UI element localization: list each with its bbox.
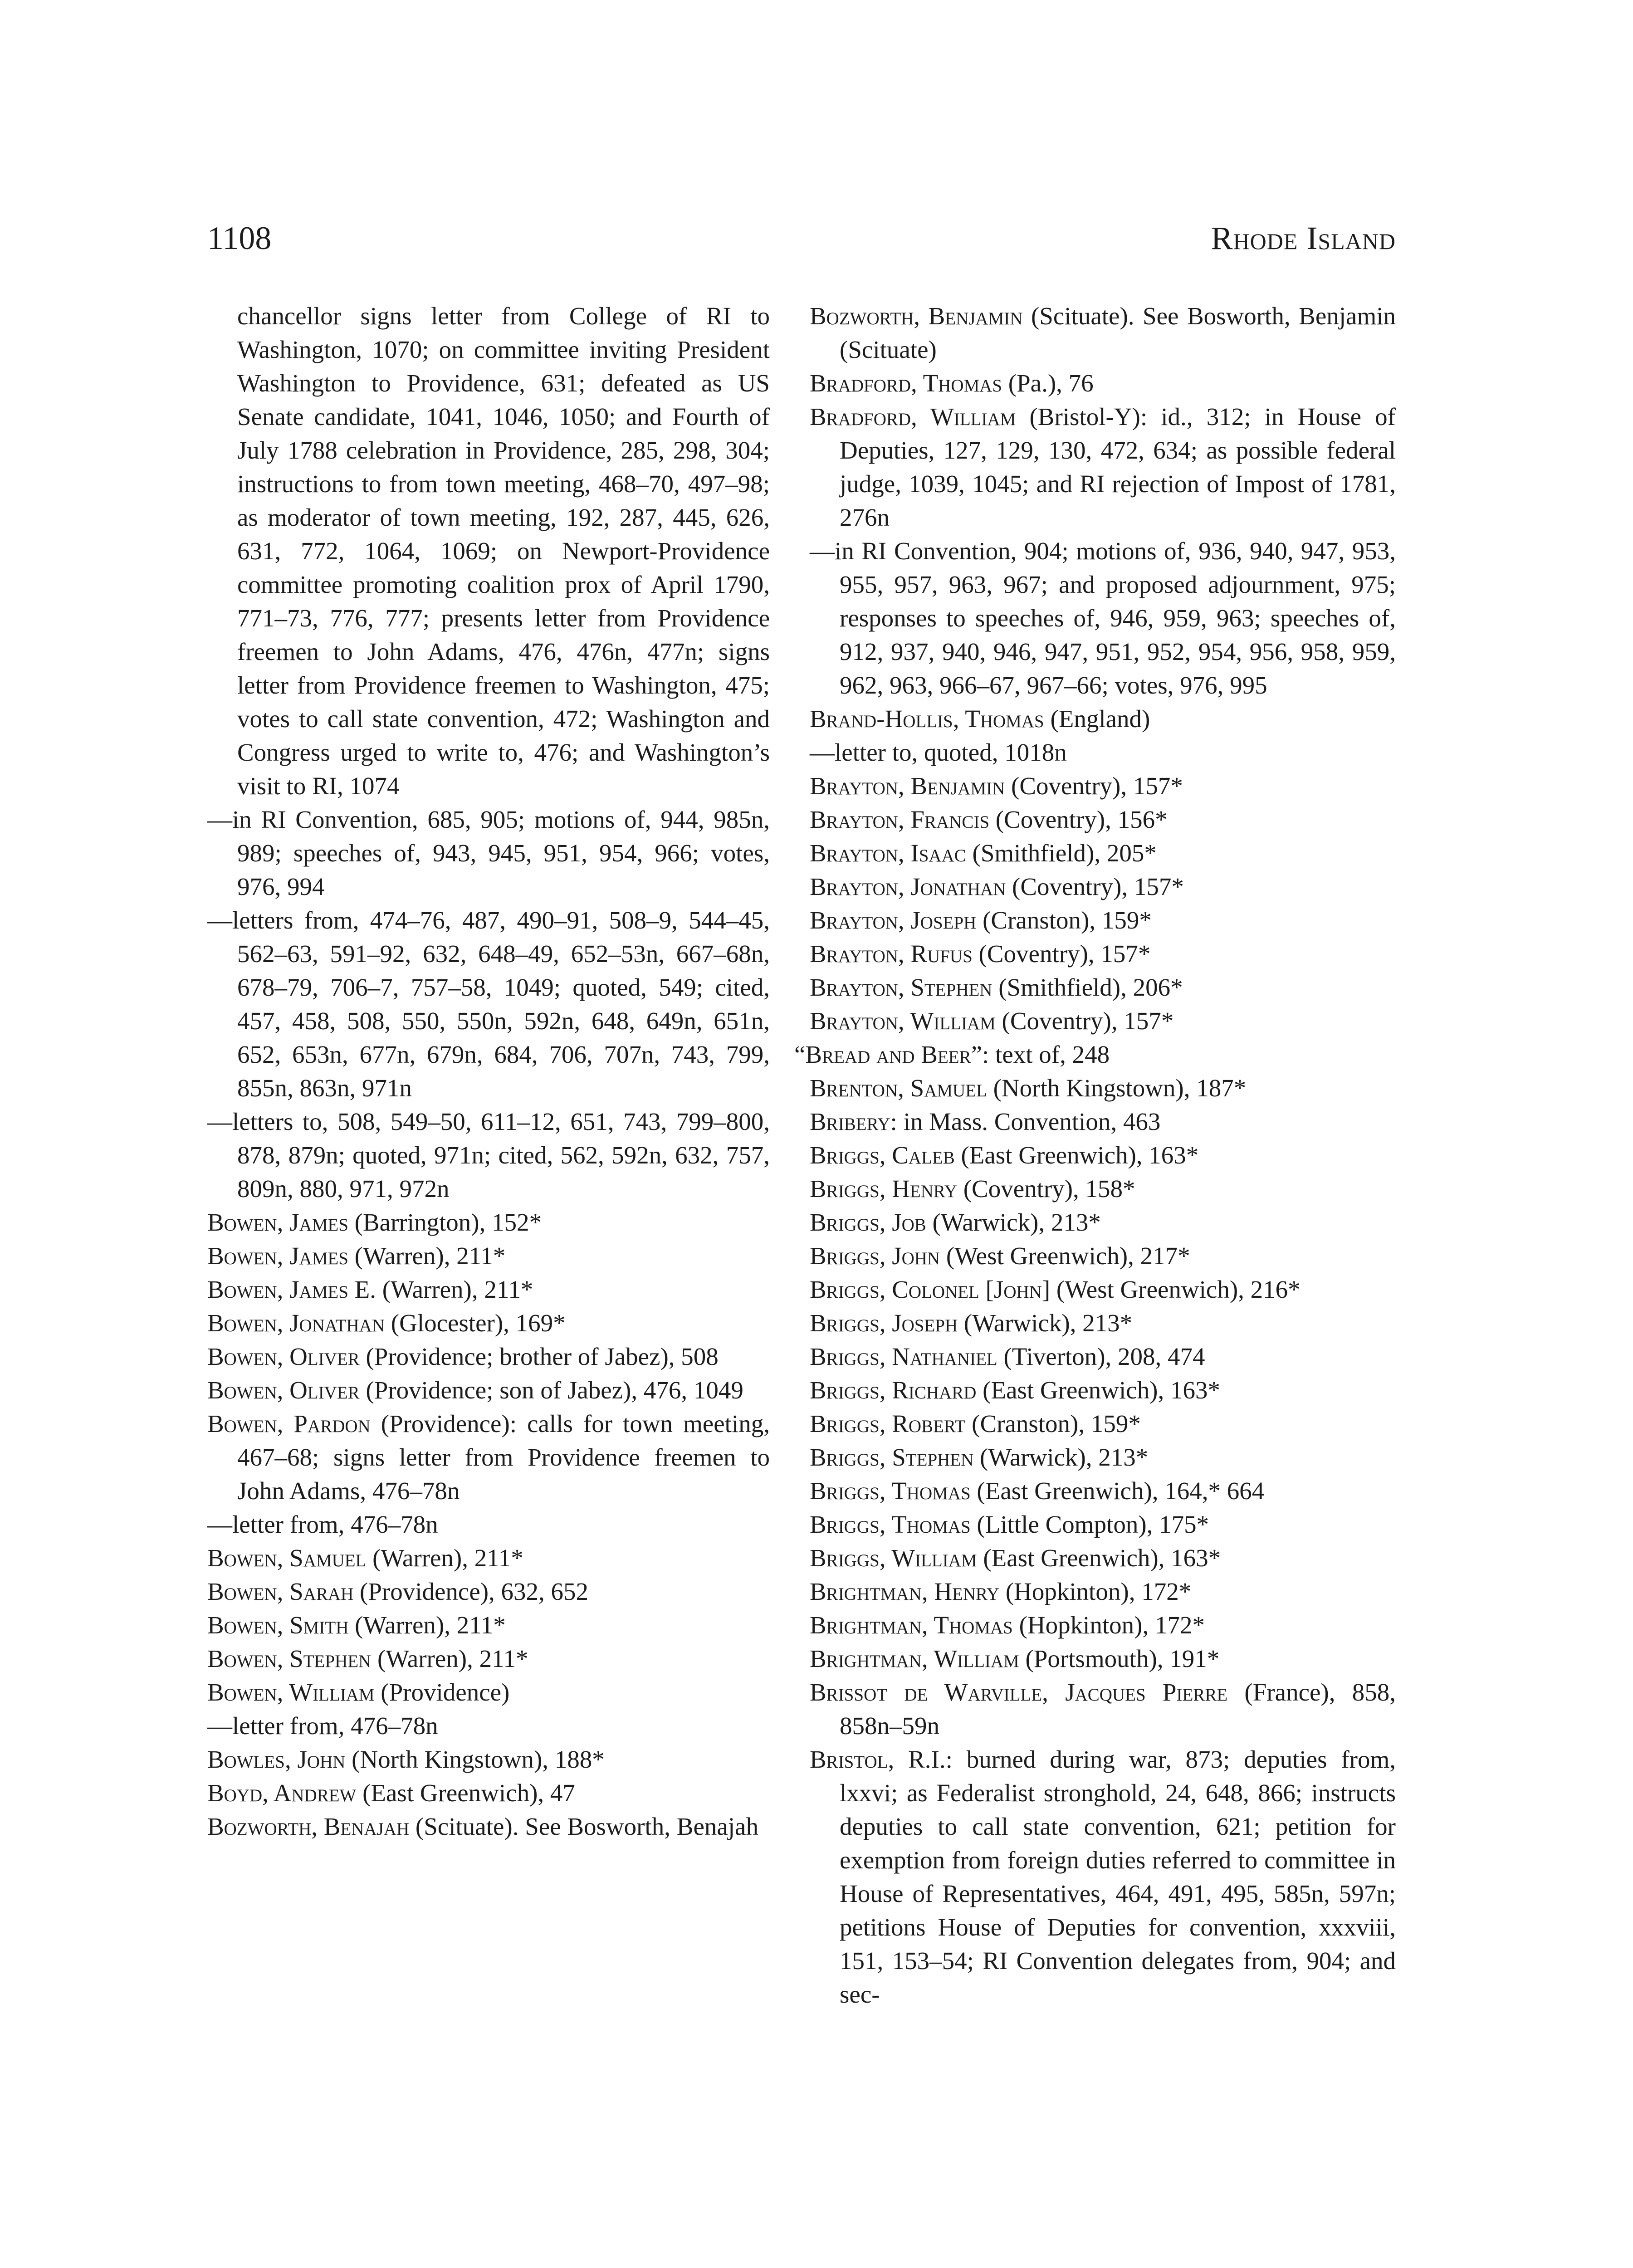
index-entry [810, 702, 1396, 736]
index-entry [207, 1608, 770, 1642]
entry-text: (Tiverton), 208, 474 [997, 1343, 1205, 1370]
index-entry [207, 1776, 770, 1810]
entry-text: (England) [1044, 705, 1150, 733]
index-entry [810, 1306, 1396, 1340]
index-entry [810, 1508, 1396, 1541]
entry-heading: Bowen, Pardon [207, 1410, 371, 1437]
entry-text: (Hopkinton), 172* [1012, 1611, 1205, 1639]
index-entry [810, 1642, 1396, 1676]
entry-text: (North Kingstown), 188* [345, 1745, 605, 1773]
entry-heading: Brayton, Rufus [810, 940, 973, 968]
entry-text: (Pa.), 76 [1002, 369, 1094, 397]
index-entry [810, 299, 1396, 367]
entry-heading: Brightman, Henry [810, 1578, 1000, 1605]
index-entry [810, 1608, 1396, 1642]
index-entry [810, 367, 1396, 400]
entry-text: (Cranston), 159* [965, 1410, 1141, 1437]
index-entry [810, 1273, 1396, 1306]
index-subentry [207, 803, 770, 904]
page-header [207, 213, 1396, 263]
entry-text: (Warren), 211* [348, 1611, 506, 1639]
entry-text: (Smithfield), 205* [966, 839, 1157, 867]
index-entry [207, 1541, 770, 1575]
index-entry [207, 1743, 770, 1776]
entry-text: —letters from, 474–76, 487, 490–91, 508–9, 544–45, 562–63, 591–92, 632, 648–49, 652–53n, 667–68n, 678–79, 706–7, 757–58, 1049; quoted, 549; cited, 457, 458, 508, 550, 550n, 592n, 648, 649n, 651n, 652, 653n, 677n, 679n, 684, 706, 707n, 743, 799, 855n, 863n, 971n [207, 906, 770, 1102]
index-entry [207, 1273, 770, 1306]
index-entry [810, 1676, 1396, 1743]
entry-heading: Bowen, James E. [207, 1276, 376, 1303]
index-entry [207, 1407, 770, 1508]
entry-text: (Cranston), 159* [976, 906, 1152, 934]
index-subentry [207, 1508, 770, 1541]
entry-text: —letter from, 476–78n [207, 1712, 438, 1740]
entry-text: (West Greenwich), 217* [940, 1242, 1190, 1270]
entry-heading: Brayton, Francis [810, 806, 990, 833]
index-entry [207, 1810, 770, 1843]
entry-text: (Portsmouth), 191* [1019, 1645, 1220, 1672]
entry-heading: Brissot de Warville, Jacques Pierre [810, 1678, 1228, 1706]
entry-heading: “Bread and Beer” [794, 1041, 983, 1068]
index-entry [810, 1541, 1396, 1575]
entry-text: (Coventry), 158* [957, 1175, 1135, 1202]
entry-text: (East Greenwich), 164,* 664 [970, 1477, 1265, 1505]
index-entry [207, 1239, 770, 1273]
entry-heading: Bowen, James [207, 1242, 348, 1270]
index-entry [207, 1374, 770, 1407]
entry-text: —letter from, 476–78n [207, 1510, 438, 1538]
entry-heading: Briggs, Henry [810, 1175, 957, 1202]
index-column-right [794, 299, 1396, 2011]
index-entry [810, 1206, 1396, 1239]
index-entry [810, 1441, 1396, 1474]
entry-heading: Brayton, Joseph [810, 906, 977, 934]
entry-text: (Coventry), 157* [1006, 873, 1184, 900]
entry-text: (East Greenwich), 47 [356, 1779, 575, 1807]
entry-text: —letters to, 508, 549–50, 611–12, 651, 743, 799–800, 878, 879n; quoted, 971n; cited, 562, 592n, 632, 757, 809n, 880, 971, 972n [207, 1108, 770, 1202]
entry-heading: Bowen, Jonathan [207, 1309, 385, 1337]
entry-text: —letter to, quoted, 1018n [810, 738, 1067, 766]
entry-text: (Coventry), 157* [1005, 772, 1183, 800]
entry-heading: Brayton, Isaac [810, 839, 966, 867]
index-entry [207, 1340, 770, 1374]
entry-text: (Providence): calls for town meeting, 467–68; signs letter from Providence freemen to John Adams, 476–78n [237, 1410, 770, 1505]
page-number: 1108 [207, 220, 272, 256]
index-entry [207, 1642, 770, 1676]
entry-heading: Briggs, Caleb [810, 1141, 955, 1169]
entry-heading: Briggs, Joseph [810, 1309, 958, 1337]
entry-text: (Providence) [374, 1678, 510, 1706]
entry-heading: Brightman, William [810, 1645, 1019, 1672]
entry-text: (Scituate). See Bosworth, Benjamin (Scituate) [840, 302, 1396, 363]
index-column-left [207, 299, 770, 1843]
entry-text: (East Greenwich), 163* [954, 1141, 1199, 1169]
index-entry [207, 1206, 770, 1239]
entry-text: (Bristol-Y): id., 312; in House of Deputies, 127, 129, 130, 472, 634; as possible federal judge, 1039, 1045; and RI rejection of Impost of 1781, 276n [840, 403, 1396, 531]
running-head: Rhode Island [1211, 220, 1396, 256]
entry-text: (Smithfield), 206* [992, 973, 1183, 1001]
entry-heading: Bowen, Sarah [207, 1578, 354, 1605]
index-entry [810, 904, 1396, 937]
index-entry [810, 1004, 1396, 1038]
index-entry [810, 769, 1396, 803]
index-entry [207, 299, 770, 803]
index-entry [207, 1676, 770, 1709]
entry-text: (Providence; brother of Jabez), 508 [359, 1343, 719, 1370]
index-subentry [207, 1105, 770, 1206]
entry-heading: Briggs, Richard [810, 1376, 977, 1404]
entry-text: (North Kingstown), 187* [987, 1074, 1247, 1102]
entry-heading: Bowen, Smith [207, 1611, 349, 1639]
entry-heading: Bowen, Samuel [207, 1544, 367, 1572]
index-entry [794, 1038, 1396, 1071]
index-entry [810, 1575, 1396, 1608]
entry-text: (Little Compton), 175* [970, 1510, 1209, 1538]
entry-text: : burned during war, 873; deputies from, lxxvi; as Federalist stronghold, 24, 648, 866; instructs deputies to call state convention, 621; petition for exemption from foreign duties referred to committee in House of Representatives, 464, 491, 495, 585n, 597n; petitions House of Deputies for convention, xxxviii, 151, 153–54; RI Convention delegates from, 904; and sec- [840, 1745, 1396, 2008]
index-entry [810, 836, 1396, 870]
index-entry [810, 1172, 1396, 1206]
entry-heading: Brand-Hollis, Thomas [810, 705, 1044, 733]
entry-text: : in Mass. Convention, 463 [890, 1108, 1161, 1135]
entry-heading: Bowen, Oliver [207, 1376, 360, 1404]
entry-heading: Bowles, John [207, 1745, 346, 1773]
entry-heading: Boyd, Andrew [207, 1779, 357, 1807]
entry-text: —in RI Convention, 685, 905; motions of, 944, 985n, 989; speeches of, 943, 945, 951, 954, 966; votes, 976, 994 [207, 806, 770, 900]
index-subentry [810, 736, 1396, 769]
entry-heading: Bristol, R.I. [810, 1745, 946, 1773]
entry-heading: Bradford, William [810, 403, 1016, 430]
index-entry [810, 1407, 1396, 1441]
entry-heading: Briggs, William [810, 1544, 977, 1572]
entry-text: (Coventry), 157* [995, 1007, 1174, 1035]
entry-heading: Bradford, Thomas [810, 369, 1002, 397]
entry-heading: Bowen, James [207, 1208, 348, 1236]
entry-heading: Briggs, Robert [810, 1410, 966, 1437]
entry-heading: Brayton, Jonathan [810, 873, 1006, 900]
entry-text: (France), 858, 858n–59n [840, 1678, 1396, 1740]
entry-heading: Briggs, Stephen [810, 1443, 974, 1471]
index-entry [810, 937, 1396, 971]
entry-text: (Warren), 211* [376, 1276, 533, 1303]
entry-heading: Bozworth, Benajah [207, 1813, 410, 1840]
entry-heading: Briggs, John [810, 1242, 940, 1270]
entry-text: chancellor signs letter from College of RI to Washington, 1070; on committee inviting President Washington to Providence, 631; defeated as US Senate candidate, 1041, 1046, 1050; and Fourth of July 1788 celebration in Providence, 285, 298, 304; instructions to from town meeting, 468–70, 497–98; as moderator of town meeting, 192, 287, 445, 626, 631, 772, 1064, 1069; on Newport-Providence committee promoting coalition prox of April 1790, 771–73, 776, 777; presents letter from Providence freemen to John Adams, 476, 476n, 477n; signs letter from Providence freemen to Washington, 475; votes to call state convention, 472; Washington and Congress urged to write to, 476; and Washington’s visit to RI, 1074 [237, 302, 770, 800]
index-entry [810, 400, 1396, 534]
entry-text: (Warwick), 213* [926, 1208, 1101, 1236]
index-entry [207, 1575, 770, 1608]
entry-heading: Bowen, Oliver [207, 1343, 360, 1370]
entry-heading: Brenton, Samuel [810, 1074, 987, 1102]
entry-heading: Bowen, William [207, 1678, 375, 1706]
entry-text: (Scituate). See Bosworth, Benajah [409, 1813, 758, 1840]
index-entry [810, 1071, 1396, 1105]
entry-text: (Providence), 632, 652 [353, 1578, 589, 1605]
index-entry [810, 1743, 1396, 2011]
entry-heading: Brayton, Stephen [810, 973, 993, 1001]
entry-text: —in RI Convention, 904; motions of, 936, 940, 947, 953, 955, 957, 963, 967; and proposed adjournment, 975; responses to speeches of, 946, 959, 963; speeches of, 912, 937, 940, 946, 947, 951, 952, 954, 956, 958, 959, 962, 963, 966–67, 967–66; votes, 976, 995 [810, 537, 1396, 699]
index-subentry [810, 534, 1396, 702]
index-entry [810, 971, 1396, 1004]
index-entry [810, 1340, 1396, 1374]
index-subentry [207, 1709, 770, 1743]
index-entry [810, 1374, 1396, 1407]
entry-heading: Brayton, William [810, 1007, 996, 1035]
entry-heading: Bribery [810, 1108, 890, 1135]
entry-text: (Providence; son of Jabez), 476, 1049 [359, 1376, 743, 1404]
entry-heading: Bozworth, Benjamin [810, 302, 1023, 330]
entry-text: (Warwick), 213* [973, 1443, 1149, 1471]
entry-heading: Briggs, Thomas [810, 1510, 971, 1538]
index-entry [810, 1139, 1396, 1172]
entry-text: (Warwick), 213* [958, 1309, 1133, 1337]
index-entry [810, 870, 1396, 904]
index-entry [810, 1474, 1396, 1508]
entry-text: (Warren), 211* [366, 1544, 523, 1572]
index-entry [810, 803, 1396, 836]
entry-text: (Hopkinton), 172* [999, 1578, 1192, 1605]
entry-text: (East Greenwich), 163* [977, 1544, 1221, 1572]
index-subentry [207, 904, 770, 1105]
index-entry [207, 1306, 770, 1340]
entry-text: (Glocester), 169* [385, 1309, 566, 1337]
entry-text: (Warren), 211* [348, 1242, 506, 1270]
entry-text: (West Greenwich), 216* [1050, 1276, 1301, 1303]
index-entry [810, 1239, 1396, 1273]
entry-text: (Barrington), 152* [348, 1208, 542, 1236]
entry-text: (Coventry), 157* [972, 940, 1151, 968]
index-entry [810, 1105, 1396, 1139]
entry-heading: Briggs, Colonel [John] [810, 1276, 1051, 1303]
entry-heading: Bowen, Stephen [207, 1645, 372, 1672]
entry-text: (Warren), 211* [371, 1645, 528, 1672]
entry-text: (East Greenwich), 163* [976, 1376, 1220, 1404]
entry-heading: Briggs, Nathaniel [810, 1343, 997, 1370]
entry-text: (Coventry), 156* [989, 806, 1168, 833]
entry-heading: Brayton, Benjamin [810, 772, 1005, 800]
entry-heading: Brightman, Thomas [810, 1611, 1013, 1639]
entry-heading: Briggs, Thomas [810, 1477, 971, 1505]
entry-heading: Briggs, Job [810, 1208, 926, 1236]
entry-text: : text of, 248 [982, 1041, 1110, 1068]
